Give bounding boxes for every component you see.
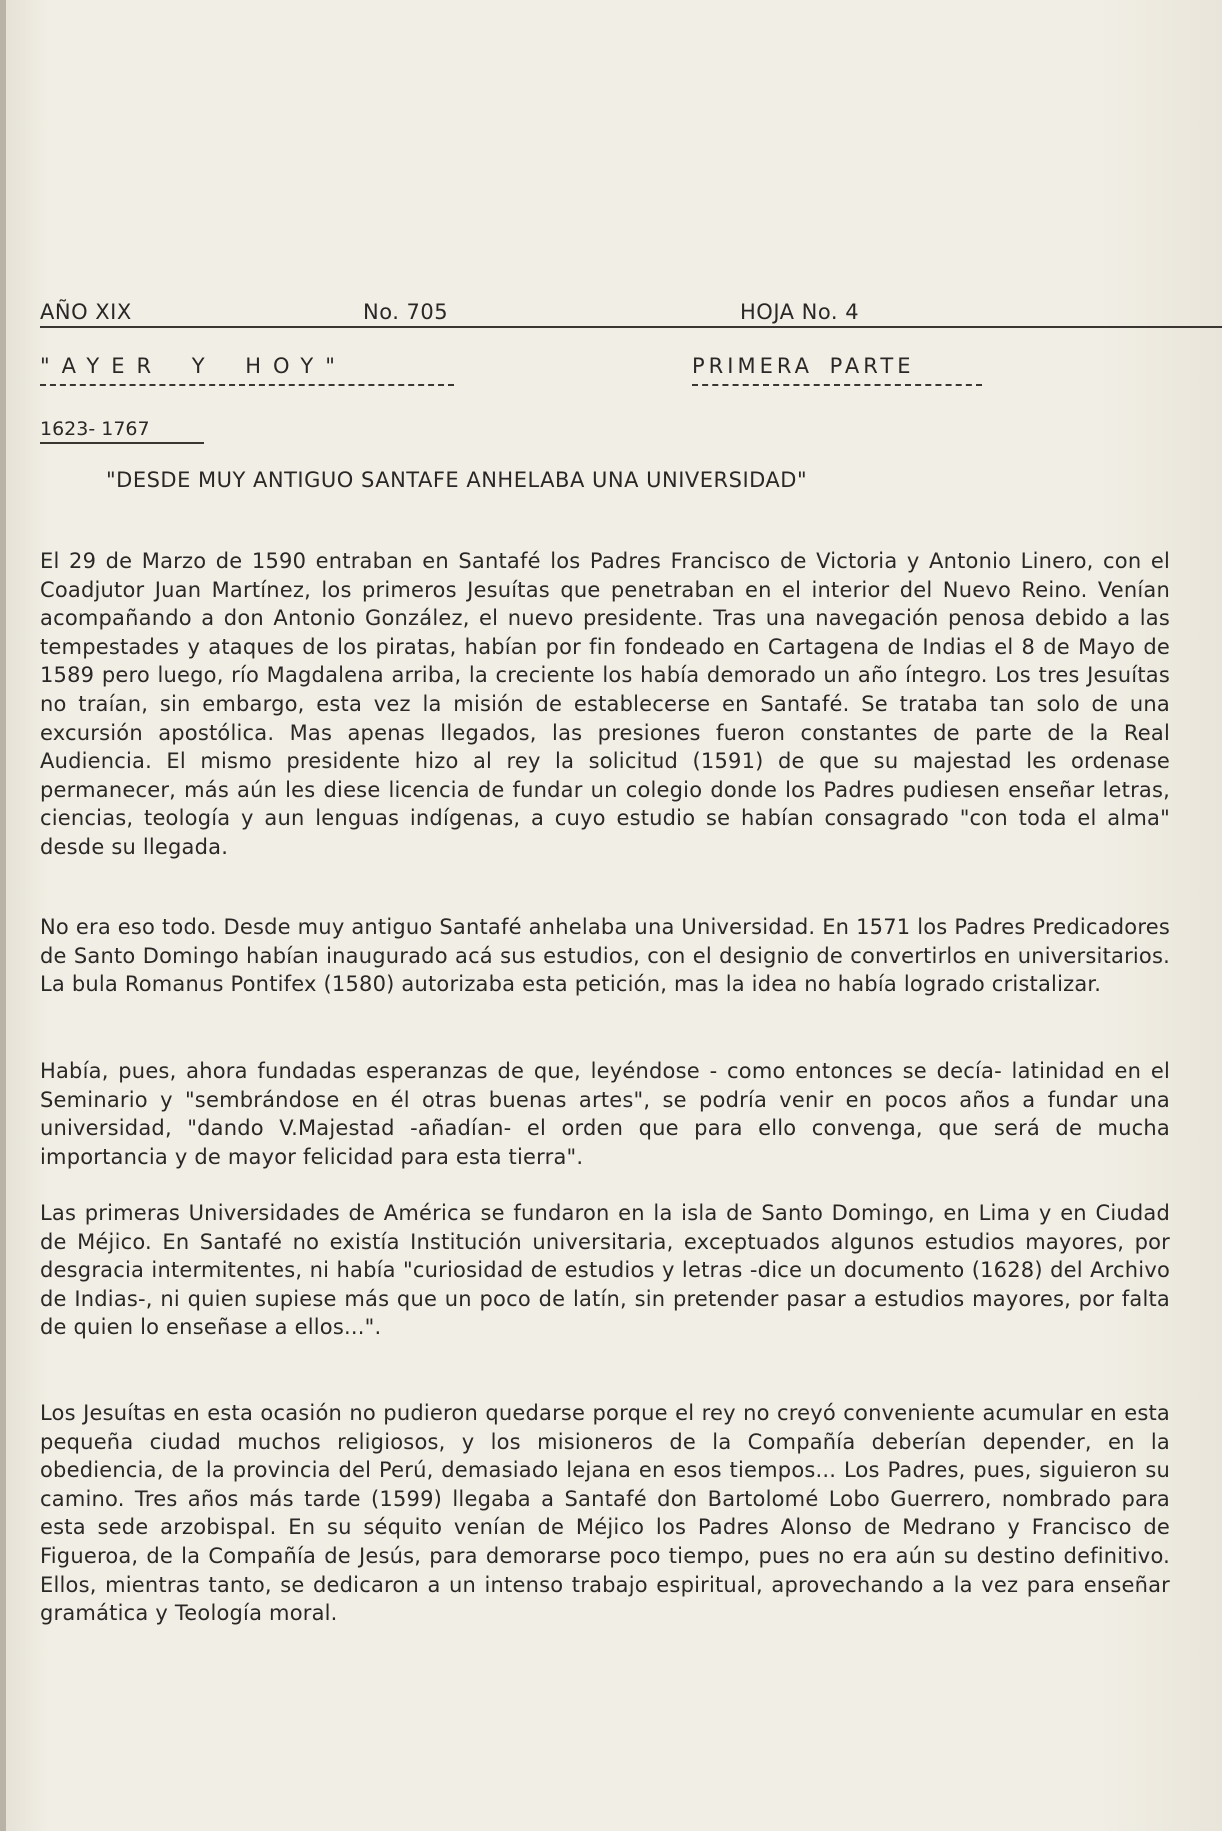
issue-year: AÑO XIX: [40, 300, 132, 324]
sheet-number: HOJA No. 4: [740, 300, 860, 324]
paragraph-3: Había, pues, ahora fundadas esperanzas de que, leyéndose - como entonces se decía- latinidad en el Seminario y "sembrándose en él otras buenas artes", se podría venir en pocos años a fundar una universidad, "dando V.Majestad -añadían- el orden que para ello convenga, que será de mucha importancia y de mayor felicidad para esta tierra".: [40, 1059, 1170, 1169]
page-edge: [0, 0, 6, 1831]
part-title: PRIMERA PARTE: [692, 354, 915, 378]
paragraph-4: Las primeras Universidades de América se fundaron en la isla de Santo Domingo, en Lima y en Ciudad de Méjico. En Santafé no existía Institución universitaria, exceptuados algunos estudios mayores, por desgracia intermitentes, ni había "curiosidad de estudios y letras -dice un documento (1628) del Archivo de Indias-, ni quien supiese más que un poco de latín, sin pretender pasar a estudios mayores, por falta de quien lo enseñase a ellos...".: [40, 1201, 1170, 1340]
issue-number: No. 705: [363, 300, 449, 324]
date-range-underline: [40, 442, 204, 444]
paragraph-2: No era eso todo. Desde muy antiguo Santafé anhelaba una Universidad. En 1571 los Padres Predicadores de Santo Domingo habían inaugurado acá sus estudios, con el designio de convertirlos en universitarios. La bula Romanus Pontifex (1580) autorizaba esta petición, mas la idea no había logrado cristalizar.: [40, 915, 1170, 997]
paragraph-1: El 29 de Marzo de 1590 entraban en Santafé los Padres Francisco de Victoria y Antonio Linero, con el Coadjutor Juan Martínez, los primeros Jesuítas que penetraban en el interior del Nuevo Reino. Venían acompañando a don Antonio González, el nuevo presidente. Tras una navegación penosa debido a las tempestades y ataques de los piratas, habían por fin fondeado en Cartagena de Indias el 8 de Mayo de 1589 pero luego, río Magdalena arriba, la creciente los había demorado un año íntegro. Los tres Jesuítas no traían, sin embargo, esta vez la misión de establecerse en Santafé. Se trataba tan solo de una excursión apostólica. Mas apenas llegados, las presiones fueron constantes de parte de la Real Audiencia. El mismo presidente hizo al rey la solicitud (1591) de que su majestad les ordenase permanecer, más aún les diese licencia de fundar un colegio donde los Padres pudiesen enseñar letras, ciencias, teología y aun lenguas indígenas, a cuyo estudio se habían consagrado "con toda el alma" desde su llegada.: [40, 549, 1170, 859]
main-heading: "DESDE MUY ANTIGUO SANTAFE ANHELABA UNA UNIVERSIDAD": [106, 468, 808, 492]
date-range: 1623- 1767: [40, 418, 150, 440]
series-title-underline: [40, 384, 454, 386]
paragraph-5: Los Jesuítas en esta ocasión no pudieron quedarse porque el rey no creyó conveniente acumular en esta pequeña ciudad muchos religiosos, y los misioneros de la Compañía deberían depender, en la obediencia, de la provincia del Perú, demasiado lejana en esos tiempos... Los Padres, pues, siguieron su camino. Tres años más tarde (1599) llegaba a Santafé don Bartolomé Lobo Guerrero, nombrado para esta sede arzobispal. En su séquito venían de Méjico los Padres Alonso de Medrano y Francisco de Figueroa, de la Compañía de Jesús, para demorarse poco tiempo, pues no era aún su destino definitivo. Ellos, mientras tanto, se dedicaron a un intenso trabajo espiritual, aprovechando a la vez para enseñar gramática y Teología moral.: [40, 1401, 1170, 1626]
part-title-underline: [692, 384, 982, 386]
header-rule: [40, 326, 1222, 328]
series-title: "AYER Y HOY": [40, 354, 347, 378]
